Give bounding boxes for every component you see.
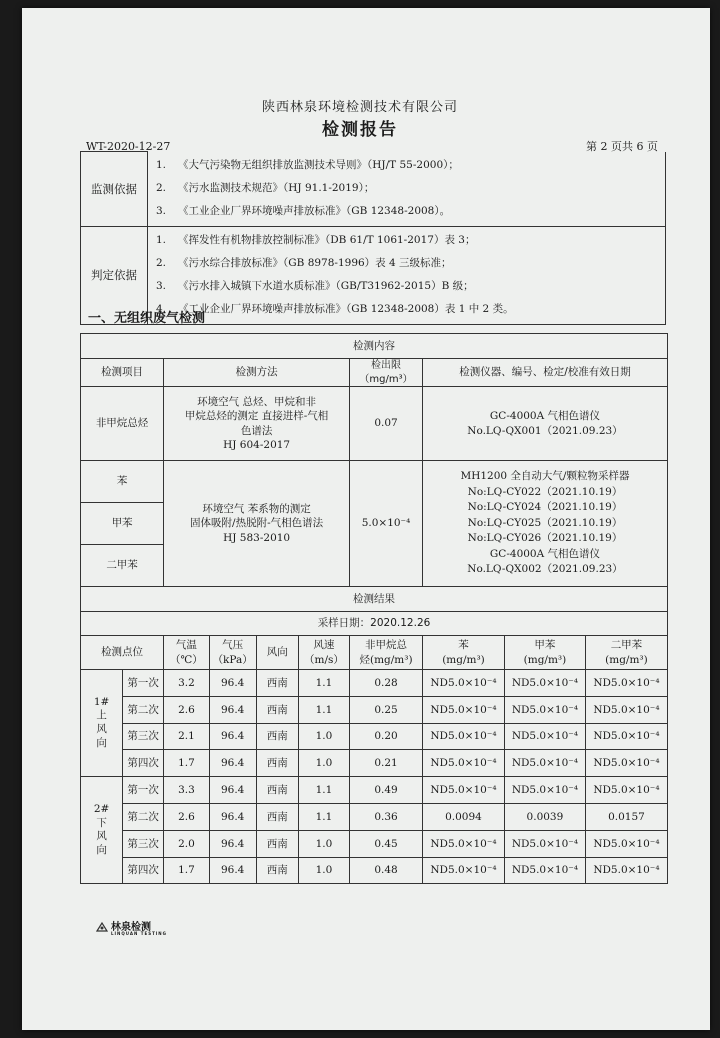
nmhc-cell: 0.36 — [350, 803, 423, 830]
nmhc-cell: 0.48 — [350, 857, 423, 884]
sampling-date: 采样日期：2020.12.26 — [81, 612, 668, 636]
pressure-cell: 96.4 — [209, 857, 256, 884]
temperature-cell: 1.7 — [164, 750, 210, 777]
benzene-limit: 5.0×10⁻⁴ — [350, 461, 423, 587]
benzene-instrument: MH1200 全自动大气/颗粒物采样器 No:LQ-CY022（2021.10.19） No:LQ-CY024（2021.10.19） No:LQ-CY025（2021.10.19） No:LQ-CY026（2021.10.19） GC-4000A 气相色谱仪 No.LQ-QX002（2021.09.23） — [422, 461, 667, 587]
wind-speed-cell: 1.0 — [298, 830, 349, 857]
monitoring-basis-list — [148, 152, 666, 227]
judgement-basis-label: 判定依据 — [81, 226, 148, 324]
wind-speed-cell: 1.0 — [298, 750, 349, 777]
xylene-cell: ND5.0×10⁻⁴ — [585, 830, 667, 857]
benzene-cell: 0.0094 — [422, 803, 504, 830]
benzene-cell: ND5.0×10⁻⁴ — [422, 723, 504, 750]
nmhc-limit: 0.07 — [350, 387, 423, 461]
temperature-cell: 2.1 — [164, 723, 210, 750]
header-point: 检测点位 — [81, 636, 164, 670]
sample-sequence: 第二次 — [123, 803, 164, 830]
wind-speed-cell: 1.1 — [298, 670, 349, 697]
list-item: 2. 《污水综合排放标准》（GB 8978-1996）表 4 三级标准； — [156, 256, 452, 269]
wind-direction-cell: 西南 — [256, 803, 298, 830]
sample-sequence: 第三次 — [123, 830, 164, 857]
table-row — [81, 723, 668, 750]
wind-speed-cell: 1.1 — [298, 777, 349, 804]
pressure-cell: 96.4 — [209, 696, 256, 723]
pressure-cell: 96.4 — [209, 830, 256, 857]
benzene-cell: ND5.0×10⁻⁴ — [422, 830, 504, 857]
wind-direction-cell: 西南 — [256, 750, 298, 777]
xylene-cell: ND5.0×10⁻⁴ — [585, 696, 667, 723]
sample-sequence: 第四次 — [123, 750, 164, 777]
header-instrument: 检测仪器、编号、检定/校准有效日期 — [422, 359, 667, 387]
toluene-item: 甲苯 — [81, 503, 164, 545]
sample-sequence: 第四次 — [123, 857, 164, 884]
company-logo: 林泉检测 LINQUAN TESTING — [96, 918, 167, 936]
table-row — [81, 670, 668, 697]
table-row — [81, 830, 668, 857]
section-heading: 一、无组织废气检测 — [88, 311, 206, 326]
header-toluene: 甲苯 (mg/m³) — [504, 636, 585, 670]
nmhc-method: 环境空气 总烃、甲烷和非 甲烷总烃的测定 直接进样-气相 色谱法 HJ 604-2017 — [164, 387, 350, 461]
list-item: 3. 《工业企业厂界环境噪声排放标准》（GB 12348-2008）。 — [156, 204, 451, 217]
pressure-cell: 96.4 — [209, 723, 256, 750]
header-limit: 检出限（mg/m³） — [350, 359, 423, 387]
xylene-cell: ND5.0×10⁻⁴ — [585, 670, 667, 697]
temperature-cell: 2.6 — [164, 803, 210, 830]
header-nmhc: 非甲烷总 烃(mg/m³) — [350, 636, 423, 670]
nmhc-instrument: GC-4000A 气相色谱仪 No.LQ-QX001（2021.09.23） — [422, 387, 667, 461]
sample-sequence: 第二次 — [123, 696, 164, 723]
toluene-cell: ND5.0×10⁻⁴ — [504, 777, 585, 804]
monitoring-basis-label: 监测依据 — [81, 152, 148, 227]
header-wind-speed: 风速 （m/s） — [298, 636, 349, 670]
list-item: 3. 《污水排入城镇下水道水质标准》（GB/T31962-2015）B 级； — [156, 279, 474, 292]
sample-sequence: 第一次 — [123, 777, 164, 804]
wind-direction-cell: 西南 — [256, 857, 298, 884]
wind-speed-cell: 1.1 — [298, 696, 349, 723]
wind-direction-cell: 西南 — [256, 777, 298, 804]
sample-sequence: 第三次 — [123, 723, 164, 750]
toluene-cell: ND5.0×10⁻⁴ — [504, 830, 585, 857]
header-item: 检测项目 — [81, 359, 164, 387]
list-item: 4. 《工业企业厂界环境噪声排放标准》（GB 12348-2008）表 1 中 2 类。 — [156, 302, 514, 315]
table-row — [81, 857, 668, 884]
judgement-basis-list — [148, 226, 666, 324]
logo-icon — [96, 921, 108, 933]
basis-table — [80, 151, 666, 325]
nmhc-cell: 0.20 — [350, 723, 423, 750]
header-wind-dir: 风向 — [256, 636, 298, 670]
nmhc-cell: 0.25 — [350, 696, 423, 723]
wind-direction-cell: 西南 — [256, 670, 298, 697]
xylene-cell: ND5.0×10⁻⁴ — [585, 750, 667, 777]
wind-speed-cell: 1.0 — [298, 723, 349, 750]
page-number: 第 2 页共 6 页 — [586, 140, 658, 153]
benzene-method: 环境空气 苯系物的测定 固体吸附/热脱附-气相色谱法 HJ 583-2010 — [164, 461, 350, 587]
table-row — [81, 750, 668, 777]
list-item: 1. 《大气污染物无组织排放监测技术导则》（HJ/T 55-2000）； — [156, 158, 459, 171]
benzene-cell: ND5.0×10⁻⁴ — [422, 696, 504, 723]
table-row — [81, 803, 668, 830]
benzene-cell: ND5.0×10⁻⁴ — [422, 750, 504, 777]
sample-sequence: 第一次 — [123, 670, 164, 697]
results-caption: 检测结果 — [81, 587, 668, 612]
company-name: 陕西林泉环境检测技术有限公司 — [261, 100, 458, 115]
pressure-cell: 96.4 — [209, 750, 256, 777]
report-title: 检测报告 — [322, 120, 398, 140]
toluene-cell: ND5.0×10⁻⁴ — [504, 857, 585, 884]
content-caption: 检测内容 — [81, 334, 668, 359]
toluene-cell: ND5.0×10⁻⁴ — [504, 723, 585, 750]
list-item: 2. 《污水监测技术规范》（HJ 91.1-2019）； — [156, 181, 375, 194]
point-label: 1# 上 风 向 — [81, 670, 123, 777]
wind-direction-cell: 西南 — [256, 830, 298, 857]
header-benzene: 苯 (mg/m³) — [422, 636, 504, 670]
nmhc-cell: 0.21 — [350, 750, 423, 777]
header-method: 检测方法 — [164, 359, 350, 387]
pressure-cell: 96.4 — [209, 803, 256, 830]
table-row — [81, 777, 668, 804]
xylene-cell: ND5.0×10⁻⁴ — [585, 857, 667, 884]
temperature-cell: 1.7 — [164, 857, 210, 884]
xylene-cell: 0.0157 — [585, 803, 667, 830]
benzene-cell: ND5.0×10⁻⁴ — [422, 857, 504, 884]
temperature-cell: 2.0 — [164, 830, 210, 857]
xylene-cell: ND5.0×10⁻⁴ — [585, 777, 667, 804]
toluene-cell: ND5.0×10⁻⁴ — [504, 750, 585, 777]
toluene-cell: ND5.0×10⁻⁴ — [504, 670, 585, 697]
wind-speed-cell: 1.1 — [298, 803, 349, 830]
toluene-cell: ND5.0×10⁻⁴ — [504, 696, 585, 723]
benzene-item: 苯 — [81, 461, 164, 503]
benzene-cell: ND5.0×10⁻⁴ — [422, 670, 504, 697]
pressure-cell: 96.4 — [209, 670, 256, 697]
nmhc-item: 非甲烷总烃 — [81, 387, 164, 461]
xylene-cell: ND5.0×10⁻⁴ — [585, 723, 667, 750]
wind-direction-cell: 西南 — [256, 696, 298, 723]
pressure-cell: 96.4 — [209, 777, 256, 804]
temperature-cell: 3.3 — [164, 777, 210, 804]
wind-direction-cell: 西南 — [256, 723, 298, 750]
header-temp: 气温 （℃） — [164, 636, 210, 670]
waste-gas-table — [80, 333, 668, 884]
temperature-cell: 3.2 — [164, 670, 210, 697]
list-item: 1. 《挥发性有机物排放控制标准》（DB 61/T 1061-2017）表 3； — [156, 233, 476, 246]
toluene-cell: 0.0039 — [504, 803, 585, 830]
nmhc-cell: 0.49 — [350, 777, 423, 804]
xylene-item: 二甲苯 — [81, 545, 164, 587]
nmhc-cell: 0.28 — [350, 670, 423, 697]
wind-speed-cell: 1.0 — [298, 857, 349, 884]
point-label: 2# 下 风 向 — [81, 777, 123, 884]
benzene-cell: ND5.0×10⁻⁴ — [422, 777, 504, 804]
table-row — [81, 696, 668, 723]
document-number: WT-2020-12-27 — [86, 140, 171, 153]
header-pressure: 气压 （kPa） — [209, 636, 256, 670]
temperature-cell: 2.6 — [164, 696, 210, 723]
nmhc-cell: 0.45 — [350, 830, 423, 857]
header-xylene: 二甲苯 (mg/m³) — [585, 636, 667, 670]
